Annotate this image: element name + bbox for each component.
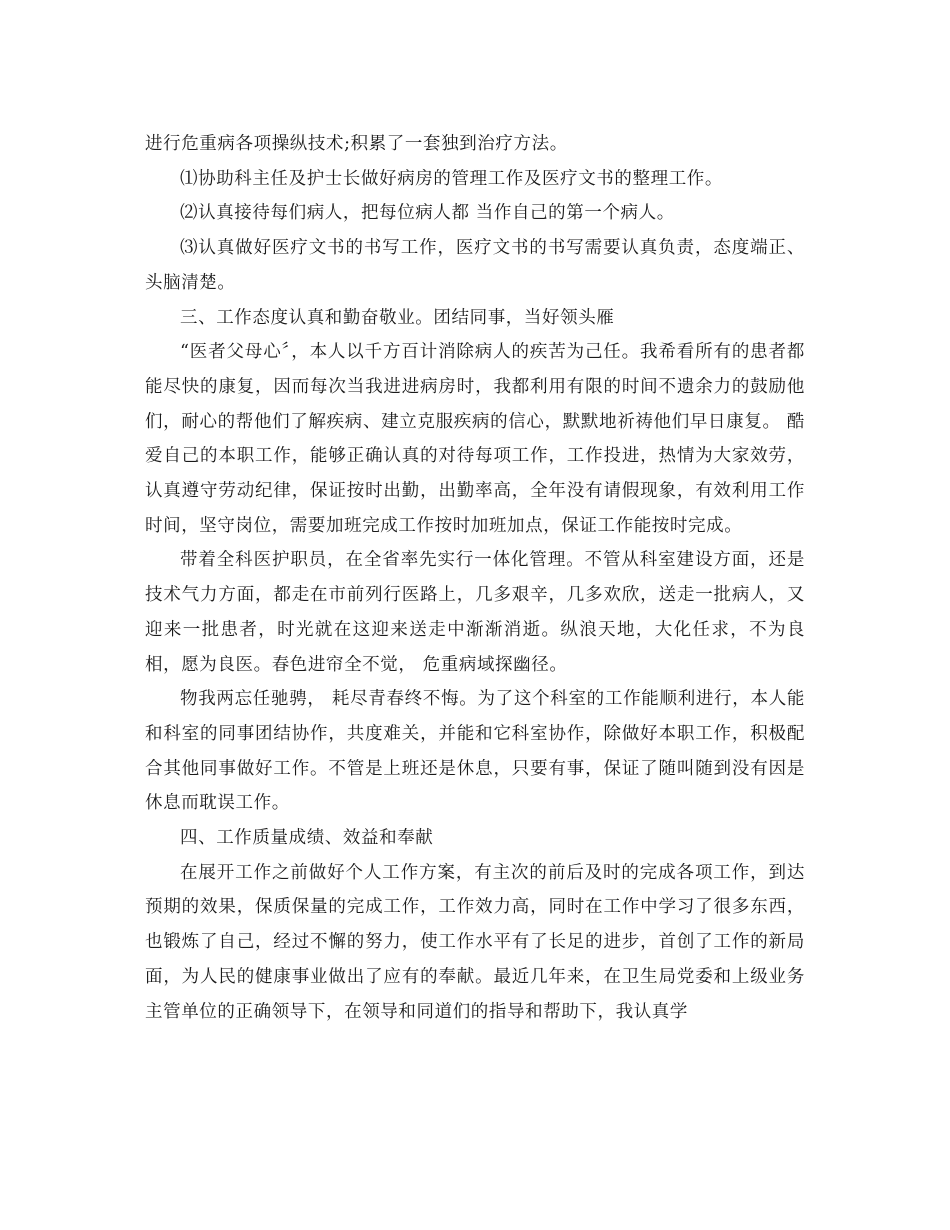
paragraph-teamwork: 物我两忘任驰骋， 耗尽青春终不悔。为了这个科室的工作能顺利进行，本人能和科室的同事团结协作，共度难关，并能和它科室协作，除做好本职工作，积极配合其他同事做好工作。不管是上班还是休息，只要有事，保证了随叫随到没有因是休息而耽误工作。 bbox=[145, 689, 805, 814]
paragraph-quality: 在展开工作之前做好个人工作方案，有主次的前后及时的完成各项工作，到达预期的效果，保质保量的完成工作，工作效力高，同时在工作中学习了很多东西，也锻炼了自己，经过不懈的努力，使工作水平有了长足的进步，首创了工作的新局面，为人民的健康事业做出了应有的奉献。最近几年来，在卫生局党委和上级业务主管单位的正确领导下，在领导和同道们的指导和帮助下，我认真学 bbox=[145, 862, 805, 1022]
document-body bbox=[145, 127, 805, 1029]
paragraph-continuation: 进行危重病各项操纵技术;积累了一套独到治疗方法。 bbox=[145, 134, 568, 154]
paragraph-management: 带着全科医护职员，在全省率先实行一体化管理。不管从科室建设方面，还是技术气力方面，都走在市前列行医路上，几多艰辛，几多欢欣，送走一批病人，又迎来一批患者，时光就在这迎来送走中渐渐消逝。纵浪天地，大化任求，不为良相，愿为良医。春色进帘全不觉， 危重病域探幽径。 bbox=[145, 550, 805, 675]
section-heading-4: 四、工作质量成绩、效益和奉献 bbox=[180, 828, 434, 849]
section-heading-3: 三、工作态度认真和勤奋敬业。团结同事，当好领头雁 bbox=[180, 307, 615, 328]
paragraph-item-2: ⑵认真接待每们病人，把每位病人都 当作自己的第一个病人。 bbox=[180, 203, 675, 224]
paragraph-attitude: “医者父母心〞，本人以千方百计消除病人的疾苦为己任。我希看所有的患者都能尽快的康复，因而每次当我进进病房时，我都利用有限的时间不遗余力的鼓励他们，耐心的帮他们了解疾病、建立克服疾病的信心，默默地祈祷他们早日康复。 酷爱自己的本职工作，能够正确认真的对待每项工作，工作投进，热情为大家效劳，认真遵守劳动纪律，保证按时出勤，出勤率高，全年没有请假现象，有效利用工作时间，坚守岗位，需要加班完成工作按时加班加点，保证工作能按时完成。 bbox=[145, 342, 805, 536]
paragraph-item-1: ⑴协助科主任及护士长做好病房的管理工作及医疗文书的整理工作。 bbox=[180, 168, 723, 189]
paragraph-item-3: ⑶认真做好医疗文书的书写工作，医疗文书的书写需要认真负责，态度端正、头脑清楚。 bbox=[145, 238, 805, 293]
